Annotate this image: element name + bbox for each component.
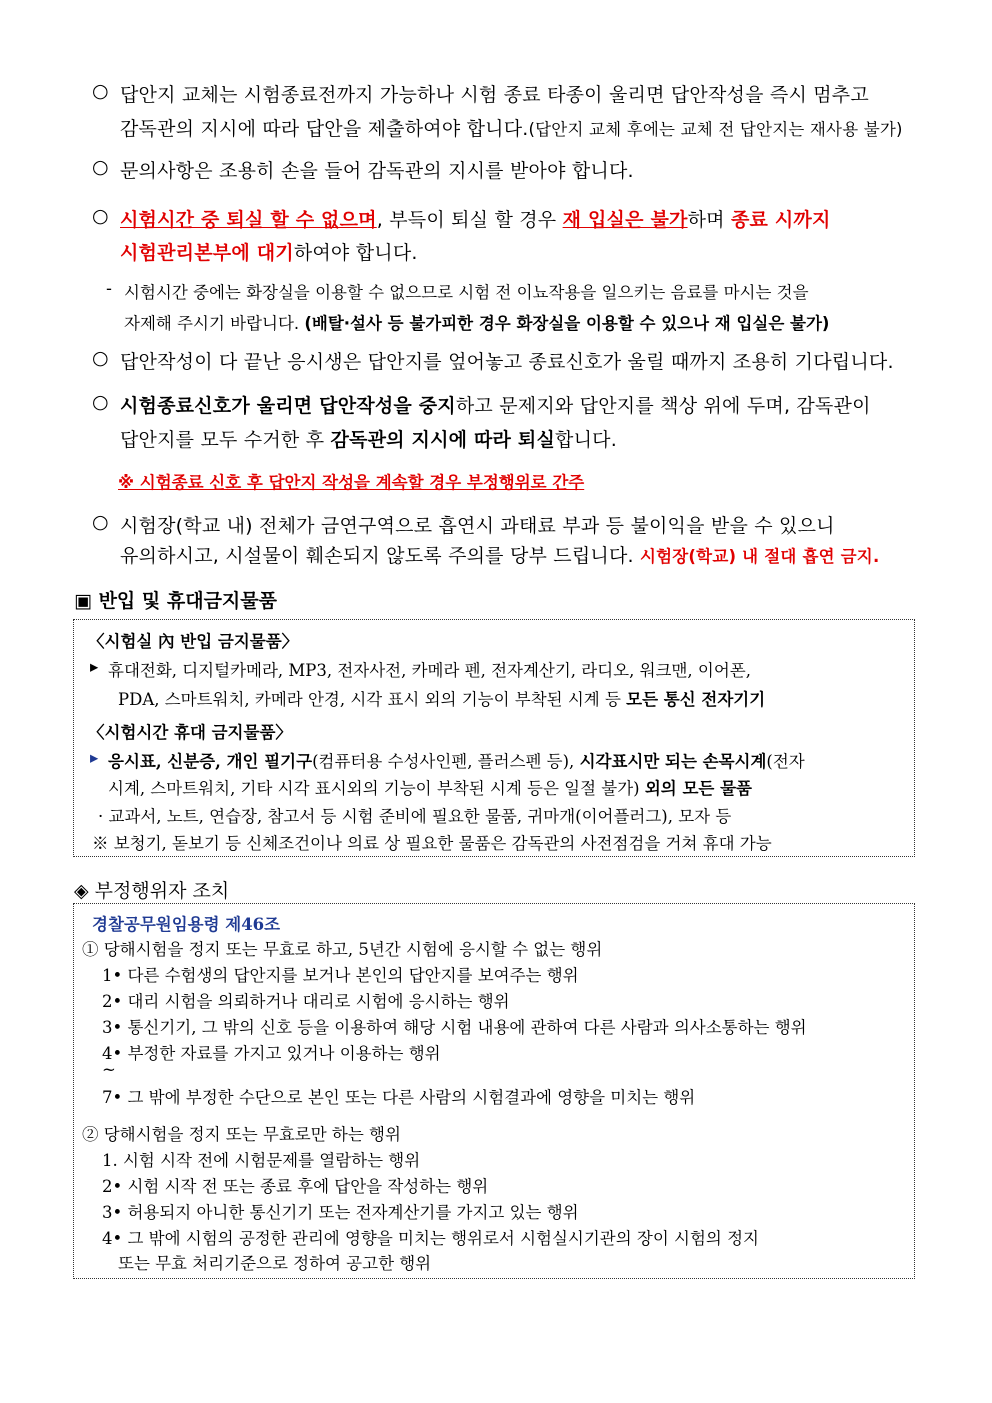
exam-prohibited-line4: ※ 보청기, 돋보기 등 신체조건이나 의료 상 필요한 물품은 감독관의 사전점검을 거쳐 휴대 가능 [92,834,772,853]
category-1-item: 1• 다른 수험생의 답안지를 보거나 본인의 답안지를 보여주는 행위 [102,966,579,985]
restroom-note-line1: 시험시간 중에는 화장실을 이용할 수 없으므로 시험 전 이뇨작용을 일으키는 음료를 마시는 것을 [124,283,809,302]
exam-prohibited-line1: 응시표, 신분증, 개인 필기구(컴퓨터용 수성사인펜, 플러스펜 등), 시각표시만 되는 손목시계(전자 [108,752,805,771]
category-2-item: 4• 그 밖에 시험의 공정한 관리에 영향을 미치는 행위로서 시험실시기관의 장이 시험의 정지 [102,1229,759,1248]
classroom-prohibited-title: 〈시험실 內 반입 금지물품〉 [88,632,299,651]
notice-item-6-line2: 유의하시고, 시설물이 훼손되지 않도록 주의를 당부 드립니다. 시험장(학교) 내 절대 흡연 금지. [120,545,880,567]
dash-marker: - [106,279,112,298]
misconduct-heading: ◈ 부정행위자 조치 [74,880,230,902]
prohibited-items-heading: ▣ 반입 및 휴대금지물품 [74,590,277,612]
classroom-prohibited-line2: PDA, 스마트워치, 카메라 안경, 시각 표시 외의 기능이 부착된 시계 등 모든 통신 전자기기 [118,690,766,709]
notice-item-1-line2: 감독관의 지시에 따라 답안을 제출하여야 합니다.(답안지 교체 후에는 교체 전 답안지는 재사용 불가) [120,118,903,140]
category-1-item: 3• 통신기기, 그 밖의 신호 등을 이용하여 해당 시험 내용에 관하여 다른 사람과 의사소통하는 행위 [102,1018,807,1037]
triangle-marker-icon: ▸ [90,657,99,676]
notice-item-3-line2: 시험관리본부에 대기하여야 합니다. [120,242,418,264]
category-2-item: 3• 허용되지 아니한 통신기기 또는 전자계산기를 가지고 있는 행위 [102,1203,579,1222]
notice-item-4: 답안작성이 다 끝난 응시생은 답안지를 엎어놓고 종료신호가 울릴 때까지 조용히 기다립니다. [120,351,894,373]
category-1-item: 2• 대리 시험을 의뢰하거나 대리로 시험에 응시하는 행위 [102,992,510,1011]
triangle-marker-icon: ▸ [90,748,99,767]
notice-item-1-line1: 답안지 교체는 시험종료전까지 가능하나 시험 종료 타종이 울리면 답안작성을 즉시 멈추고 [120,84,869,106]
category-2-item: 2• 시험 시작 전 또는 종료 후에 답안을 작성하는 행위 [102,1177,489,1196]
bullet-circle: ○ [92,205,109,227]
category-1-title: ① 당해시험을 정지 또는 무효로 하고, 5년간 시험에 응시할 수 없는 행위 [82,940,603,959]
category-2-item-continued: 또는 무효 처리기준으로 정하여 공고한 행위 [118,1254,432,1273]
classroom-prohibited-line1: 휴대전화, 디지털카메라, MP3, 전자사전, 카메라 펜, 전자계산기, 라디오, 워크맨, 이어폰, [108,661,751,680]
category-2-title: ② 당해시험을 정지 또는 무효로만 하는 행위 [82,1125,401,1144]
notice-item-6-line1: 시험장(학교 내) 전체가 금연구역으로 흡연시 과태료 부과 등 불이익을 받을 수 있으니 [120,515,835,537]
exam-prohibited-title: 〈시험시간 휴대 금지물품〉 [88,723,292,742]
exam-prohibited-line3: · 교과서, 노트, 연습장, 참고서 등 시험 준비에 필요한 물품, 귀마개(이어플러그), 모자 등 [98,807,732,826]
diamond-icon: ◈ [74,880,89,902]
violation-warning: ※ 시험종료 신호 후 답안지 작성을 계속할 경우 부정행위로 간주 [118,473,585,492]
category-2-item: 1. 시험 시작 전에 시험문제를 열람하는 행위 [102,1151,421,1170]
bullet-circle: ○ [92,511,109,533]
restroom-note-line2: 자제해 주시기 바랍니다. (배탈·설사 등 불가피한 경우 화장실을 이용할 수 있으나 재 입실은 불가) [124,314,830,333]
bullet-circle: ○ [92,347,109,369]
notice-item-2: 문의사항은 조용히 손을 들어 감독관의 지시를 받아야 합니다. [120,160,634,182]
notice-item-5-line1: 시험종료신호가 울리면 답안작성을 중지하고 문제지와 답안지를 책상 위에 두며, 감독관이 [120,395,871,417]
bullet-circle: ○ [92,391,109,413]
tilde-separator: ~ [102,1060,116,1079]
exam-prohibited-line2: 시계, 스마트워치, 기타 시각 표시외의 기능이 부착된 시계 등은 일절 불가) 외의 모든 물품 [108,779,752,798]
category-1-item: 7• 그 밖에 부정한 수단으로 본인 또는 다른 사람의 시험결과에 영향을 미치는 행위 [102,1088,696,1107]
square-icon: ▣ [74,590,92,612]
bullet-circle: ○ [92,80,109,102]
notice-item-5-line2: 답안지를 모두 수거한 후 감독관의 지시에 따라 퇴실합니다. [120,429,617,451]
law-reference: 경찰공무원임용령 제46조 [92,915,281,934]
notice-item-3-line1: 시험시간 중 퇴실 할 수 없으며, 부득이 퇴실 할 경우 재 입실은 불가하며 종료 시까지 [120,209,831,231]
bullet-circle: ○ [92,156,109,178]
category-1-item: 4• 부정한 자료를 가지고 있거나 이용하는 행위 [102,1044,441,1063]
